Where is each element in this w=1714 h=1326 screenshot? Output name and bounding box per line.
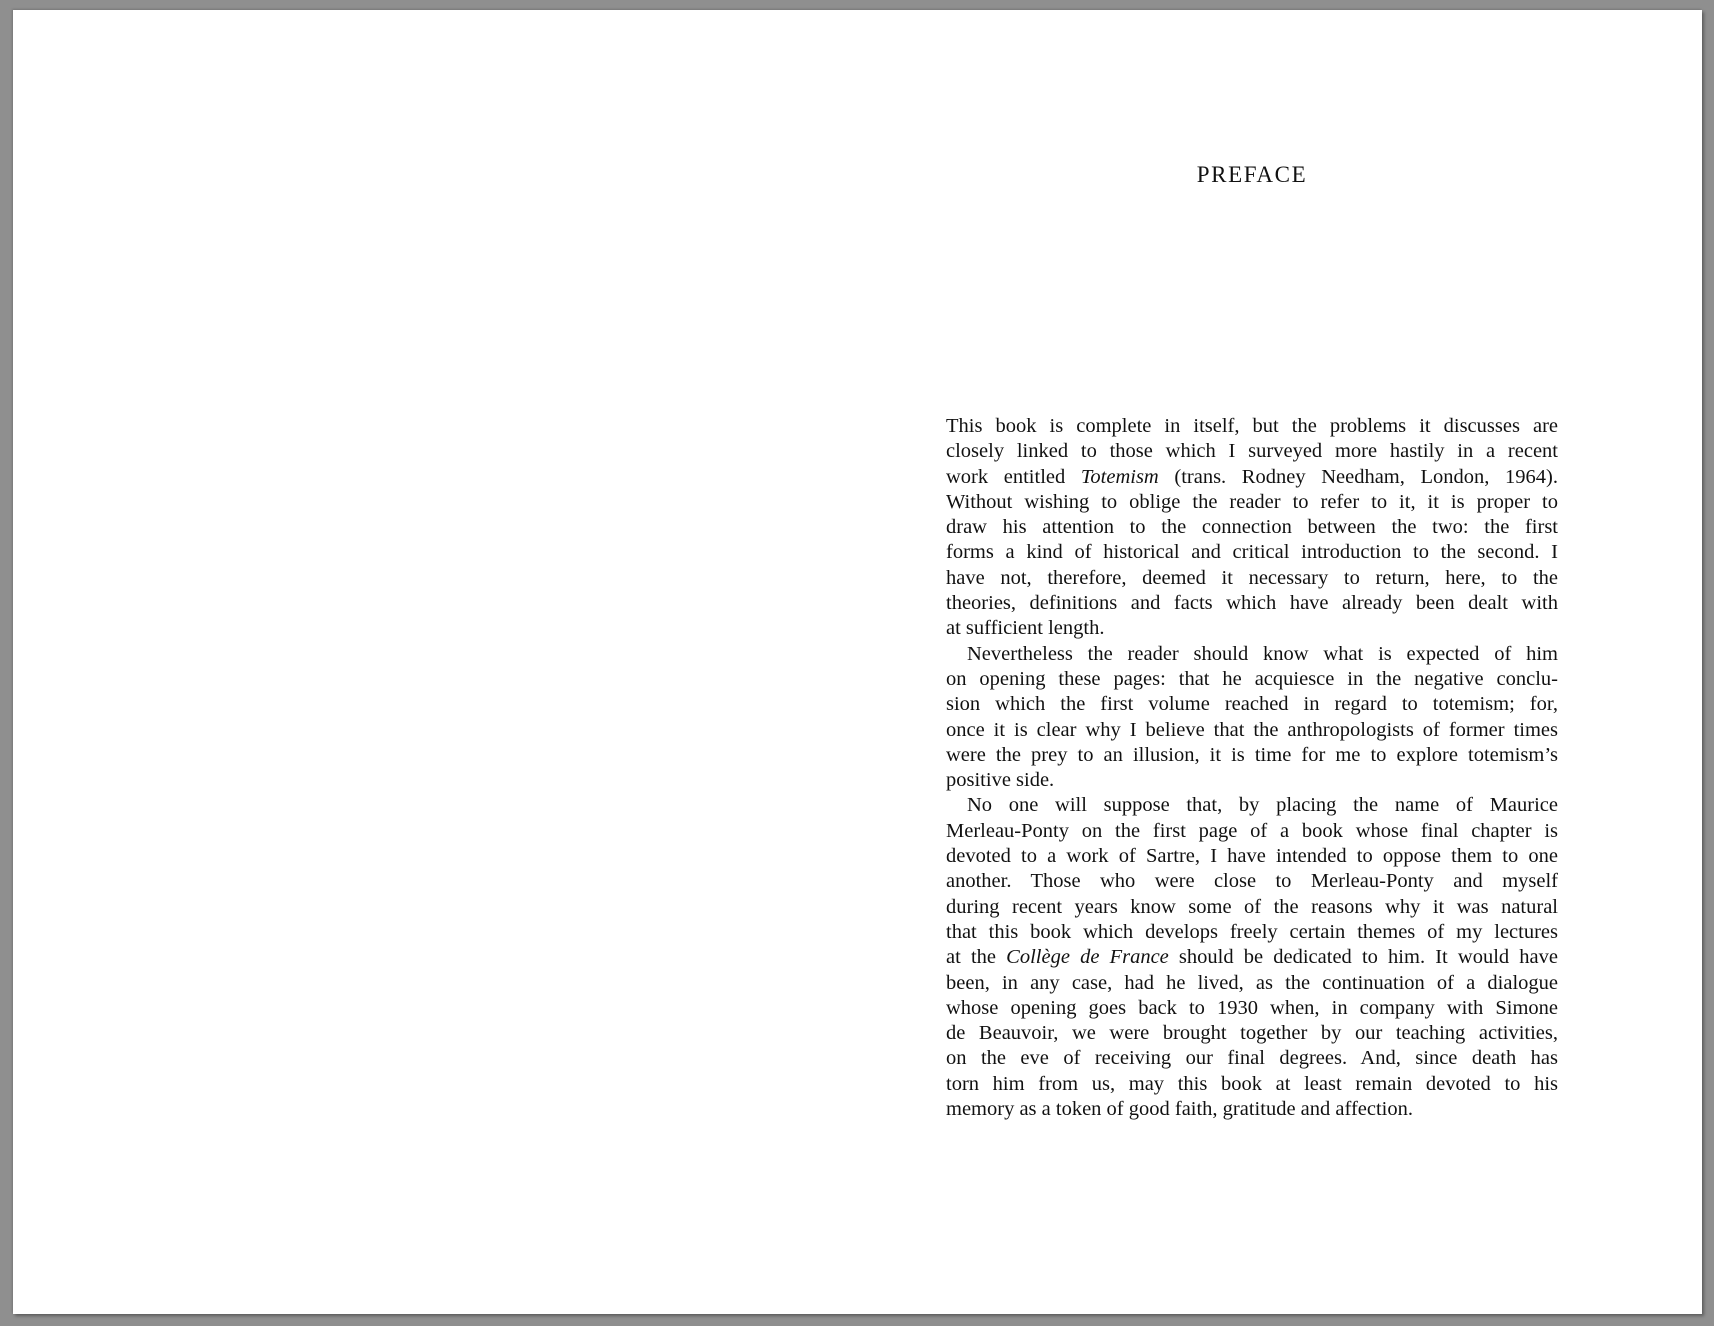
- text-line: [946, 920, 1558, 945]
- text-segment: at the: [946, 946, 1007, 969]
- text-segment: closely linked to those which I surveyed more hastily in a recent: [946, 440, 1558, 463]
- text-line: [946, 1097, 1558, 1122]
- text-segment: once it is clear why I believe that the anthropologists of former times: [946, 718, 1558, 741]
- text-segment: draw his attention to the connection between the two: the first: [946, 516, 1558, 539]
- text-line: [946, 515, 1558, 540]
- paragraph: [946, 793, 1558, 1122]
- paragraph: [946, 414, 1558, 642]
- text-segment: whose opening goes back to 1930 when, in company with Simone: [946, 996, 1558, 1019]
- text-line: [946, 945, 1558, 970]
- text-segment: theories, definitions and facts which have already been dealt with: [946, 592, 1558, 615]
- text-line: [946, 1046, 1558, 1071]
- text-line: [946, 540, 1558, 565]
- document-page: [13, 10, 1702, 1314]
- text-line: [946, 718, 1558, 743]
- italic-title: Collège de France: [1006, 946, 1169, 969]
- text-segment: memory as a token of good faith, gratitude and affection.: [946, 1098, 1413, 1121]
- text-segment: (trans. Rodney Needham, London, 1964).: [1158, 465, 1558, 488]
- text-line: [946, 591, 1558, 616]
- text-line: [946, 414, 1558, 439]
- text-line: [946, 844, 1558, 869]
- text-segment: been, in any case, had he lived, as the continuation of a dialogue: [946, 971, 1558, 994]
- text-segment: were the prey to an illusion, it is time for me to explore totemism’s: [946, 743, 1558, 766]
- text-segment: This book is complete in itself, but the problems it discusses are: [946, 415, 1558, 437]
- paragraph: [946, 642, 1558, 794]
- text-segment: No one will suppose that, by placing the name of Maurice: [967, 794, 1558, 817]
- text-line: [946, 616, 1558, 641]
- text-segment: another. Those who were close to Merleau-Ponty and myself: [946, 870, 1558, 893]
- text-line: [946, 971, 1558, 996]
- text-line: [946, 768, 1558, 793]
- preface-body: [946, 414, 1558, 1122]
- text-segment: de Beauvoir, we were brought together by our teaching activities,: [946, 1022, 1558, 1045]
- text-segment: Merleau-Ponty on the first page of a book whose final chapter is: [946, 819, 1558, 842]
- text-segment: torn him from us, may this book at least remain devoted to his: [946, 1072, 1558, 1095]
- text-segment: work entitled: [946, 465, 1081, 488]
- text-segment: devoted to a work of Sartre, I have intended to oppose them to one: [946, 845, 1558, 868]
- text-segment: have not, therefore, deemed it necessary to return, here, to the: [946, 566, 1558, 589]
- text-line: [946, 895, 1558, 920]
- text-line: [946, 667, 1558, 692]
- text-line: [946, 1072, 1558, 1097]
- text-line: [946, 743, 1558, 768]
- text-line: [946, 793, 1558, 818]
- italic-title: Totemism: [1080, 465, 1159, 488]
- text-line: [946, 819, 1558, 844]
- text-line: [946, 566, 1558, 591]
- text-line: [946, 996, 1558, 1021]
- text-segment: Nevertheless the reader should know what is expected of him: [967, 642, 1558, 665]
- text-segment: should be dedicated to him. It would have: [1168, 946, 1559, 969]
- text-segment: that this book which develops freely certain themes of my lectures: [946, 920, 1558, 943]
- text-segment: positive side.: [946, 769, 1055, 792]
- text-segment: during recent years know some of the reasons why it was natural: [946, 895, 1558, 918]
- text-line: [946, 692, 1558, 717]
- text-line: [946, 465, 1558, 490]
- page-title: PREFACE: [1196, 162, 1308, 187]
- text-line: [946, 869, 1558, 894]
- text-line: [946, 1021, 1558, 1046]
- text-segment: Without wishing to oblige the reader to refer to it, it is proper to: [946, 490, 1558, 513]
- text-segment: on opening these pages: that he acquiesce in the negative conclu-: [946, 667, 1558, 690]
- text-line: [946, 490, 1558, 515]
- text-segment: sion which the first volume reached in regard to totemism; for,: [946, 693, 1558, 716]
- text-segment: at sufficient length.: [946, 617, 1105, 640]
- text-line: [946, 642, 1558, 667]
- text-segment: on the eve of receiving our final degrees. And, since death has: [946, 1047, 1558, 1070]
- text-segment: forms a kind of historical and critical introduction to the second. I: [946, 541, 1558, 564]
- text-line: [946, 439, 1558, 464]
